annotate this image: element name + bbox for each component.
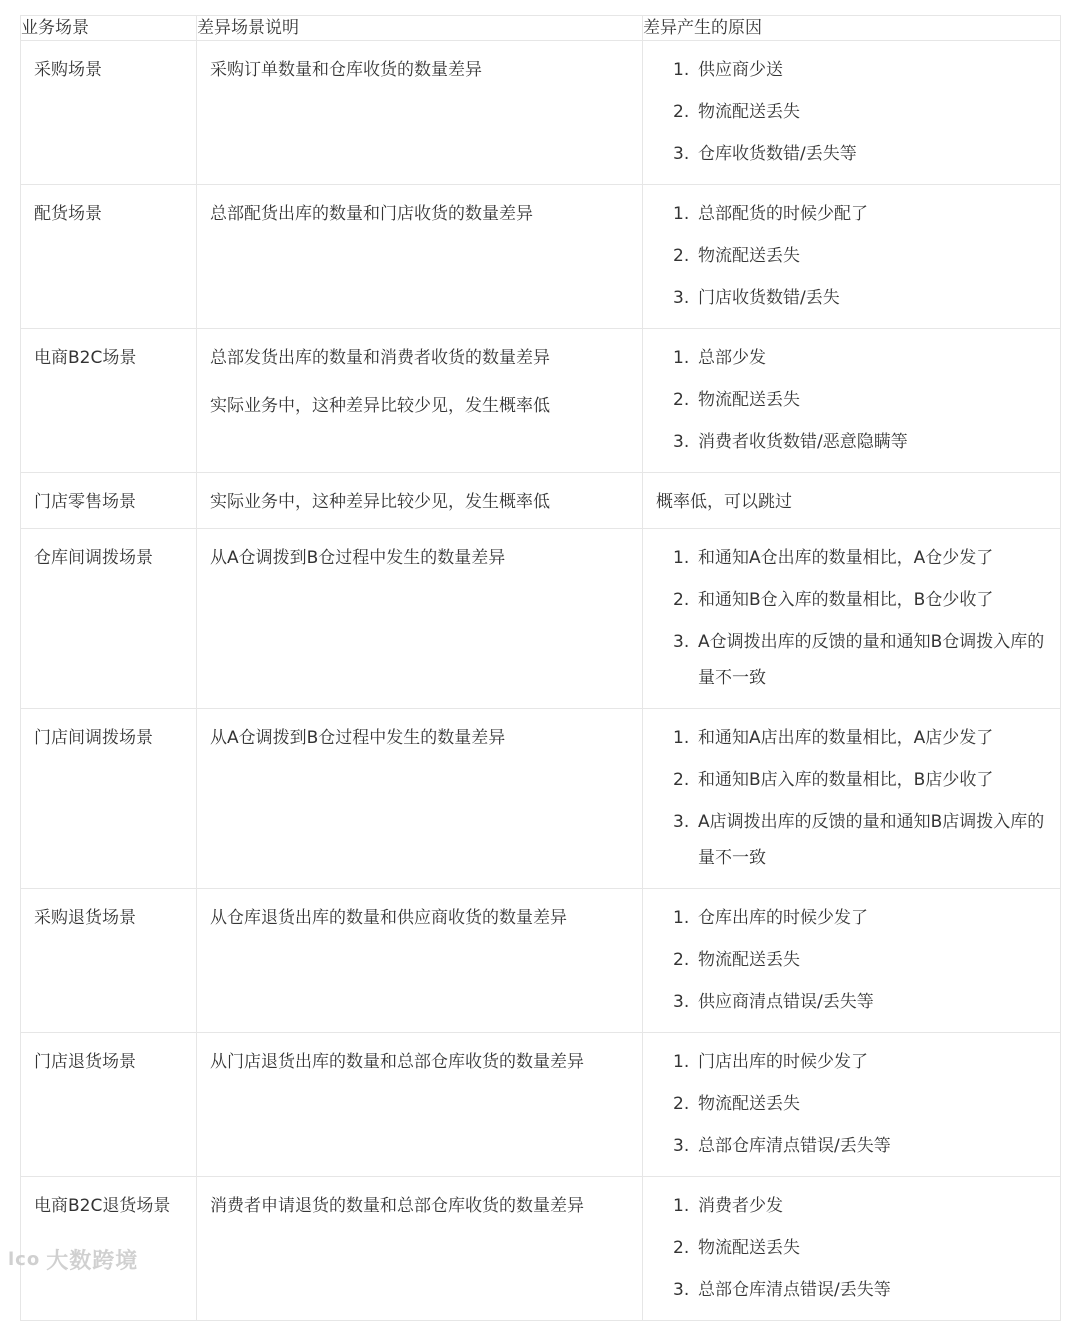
reason-text: 门店出库的时候少发了	[698, 1052, 868, 1072]
reason-text: 消费者少发	[698, 1196, 783, 1216]
list-item	[656, 424, 1048, 460]
cell-description	[197, 1033, 643, 1177]
scene-label: 门店退货场景	[34, 1052, 136, 1072]
reason-list	[656, 52, 1048, 172]
table-row	[21, 473, 1061, 529]
cell-reasons	[643, 185, 1061, 329]
description-text: 从A仓调拨到B仓过程中发生的数量差异	[210, 548, 506, 568]
list-item	[656, 340, 1048, 376]
list-number: 3.	[673, 1280, 690, 1300]
table-row	[21, 41, 1061, 185]
list-number: 1.	[673, 1196, 690, 1216]
cell-reasons	[643, 709, 1061, 889]
watermark-logo: lco	[8, 1249, 41, 1270]
table-header-row	[21, 16, 1061, 41]
table-row	[21, 889, 1061, 1033]
list-number: 2.	[673, 1238, 690, 1258]
reason-list	[656, 540, 1048, 696]
description-text: 消费者申请退货的数量和总部仓库收货的数量差异	[210, 1196, 584, 1216]
table-row	[21, 329, 1061, 473]
cell-description	[197, 185, 643, 329]
reason-text: 和通知B店入库的数量相比，B店少收了	[698, 770, 994, 790]
cell-scene	[21, 329, 197, 473]
description-text: 总部发货出库的数量和消费者收货的数量差异	[210, 348, 550, 368]
reason-list	[656, 196, 1048, 316]
list-item	[656, 624, 1048, 696]
reason-text: 物流配送丢失	[698, 102, 800, 122]
description-text: 采购订单数量和仓库收货的数量差异	[210, 60, 482, 80]
reason-list	[656, 900, 1048, 1020]
list-number: 2.	[673, 1094, 690, 1114]
list-number: 3.	[673, 812, 690, 832]
cell-scene	[21, 185, 197, 329]
reason-text: 仓库收货数错/丢失等	[698, 144, 857, 164]
cell-reasons	[643, 889, 1061, 1033]
list-item	[656, 1044, 1048, 1080]
list-item	[656, 762, 1048, 798]
list-item	[656, 582, 1048, 618]
list-number: 3.	[673, 432, 690, 452]
reason-text: 供应商清点错误/丢失等	[698, 992, 874, 1012]
table-row	[21, 529, 1061, 709]
cell-description	[197, 329, 643, 473]
cell-description	[197, 889, 643, 1033]
reason-text: 总部仓库清点错误/丢失等	[698, 1136, 891, 1156]
reason-text: 总部少发	[698, 348, 766, 368]
list-number: 1.	[673, 728, 690, 748]
reason-text: 和通知B仓入库的数量相比，B仓少收了	[698, 590, 994, 610]
table-row	[21, 185, 1061, 329]
list-item	[656, 94, 1048, 130]
list-number: 3.	[673, 144, 690, 164]
watermark	[8, 1244, 138, 1275]
list-item	[656, 1230, 1048, 1266]
cell-reasons	[643, 41, 1061, 185]
cell-reasons	[643, 1177, 1061, 1321]
reason-text: A店调拨出库的反馈的量和通知B店调拨入库的量不一致	[698, 812, 1045, 868]
reason-text: 供应商少送	[698, 60, 783, 80]
description-text: 总部配货出库的数量和门店收货的数量差异	[210, 204, 533, 224]
reason-text: A仓调拨出库的反馈的量和通知B仓调拨入库的量不一致	[698, 632, 1045, 688]
reason-text: 物流配送丢失	[698, 1094, 800, 1114]
reason-text: 和通知A店出库的数量相比，A店少发了	[698, 728, 994, 748]
list-item	[656, 136, 1048, 172]
list-number: 2.	[673, 246, 690, 266]
reason-text: 概率低，可以跳过	[656, 492, 792, 512]
scene-label: 门店间调拨场景	[34, 728, 153, 748]
list-item	[656, 238, 1048, 274]
list-item	[656, 804, 1048, 876]
list-number: 1.	[673, 60, 690, 80]
list-item	[656, 1272, 1048, 1308]
reason-text: 物流配送丢失	[698, 950, 800, 970]
header-description: 差异场景说明	[197, 16, 643, 41]
description-text: 实际业务中，这种差异比较少见，发生概率低	[210, 396, 550, 416]
reason-list	[656, 1044, 1048, 1164]
reason-text: 消费者收货数错/恶意隐瞒等	[698, 432, 908, 452]
cell-reasons	[643, 329, 1061, 473]
list-item	[656, 720, 1048, 756]
reason-text: 物流配送丢失	[698, 1238, 800, 1258]
description-text: 从仓库退货出库的数量和供应商收货的数量差异	[210, 908, 567, 928]
reason-text: 仓库出库的时候少发了	[698, 908, 868, 928]
list-number: 1.	[673, 1052, 690, 1072]
discrepancy-table	[20, 15, 1061, 1321]
list-item	[656, 1128, 1048, 1164]
list-item	[656, 1086, 1048, 1122]
scene-label: 采购场景	[34, 60, 102, 80]
list-item	[656, 900, 1048, 936]
cell-description	[197, 529, 643, 709]
cell-scene	[21, 1033, 197, 1177]
table-row	[21, 1177, 1061, 1321]
list-number: 3.	[673, 1136, 690, 1156]
list-number: 3.	[673, 992, 690, 1012]
header-reasons: 差异产生的原因	[643, 16, 1061, 41]
header-scene: 业务场景	[21, 16, 197, 41]
scene-label: 配货场景	[34, 204, 102, 224]
list-number: 1.	[673, 348, 690, 368]
cell-scene	[21, 529, 197, 709]
list-number: 2.	[673, 770, 690, 790]
cell-description	[197, 1177, 643, 1321]
reason-text: 物流配送丢失	[698, 246, 800, 266]
description-text: 实际业务中，这种差异比较少见，发生概率低	[210, 492, 550, 512]
cell-scene	[21, 889, 197, 1033]
cell-description	[197, 41, 643, 185]
list-item	[656, 382, 1048, 418]
cell-reasons	[643, 1033, 1061, 1177]
list-number: 1.	[673, 204, 690, 224]
scene-label: 仓库间调拨场景	[34, 548, 153, 568]
scene-label: 电商B2C退货场景	[34, 1196, 171, 1216]
watermark-text: 大数跨境	[46, 1249, 139, 1274]
list-number: 2.	[673, 102, 690, 122]
list-item	[656, 984, 1048, 1020]
reason-list	[656, 340, 1048, 460]
table-row	[21, 709, 1061, 889]
reason-list	[656, 1188, 1048, 1308]
reason-text: 门店收货数错/丢失	[698, 288, 840, 308]
list-number: 2.	[673, 390, 690, 410]
reason-text: 总部仓库清点错误/丢失等	[698, 1280, 891, 1300]
reason-text: 和通知A仓出库的数量相比，A仓少发了	[698, 548, 994, 568]
scene-label: 电商B2C场景	[34, 348, 137, 368]
scene-label: 门店零售场景	[34, 492, 136, 512]
cell-scene	[21, 709, 197, 889]
cell-description	[197, 709, 643, 889]
cell-reasons	[643, 529, 1061, 709]
cell-reasons	[643, 473, 1061, 529]
cell-scene	[21, 41, 197, 185]
reason-list	[656, 720, 1048, 876]
list-item	[656, 540, 1048, 576]
list-item	[656, 942, 1048, 978]
list-number: 1.	[673, 908, 690, 928]
list-item	[656, 52, 1048, 88]
table-row	[21, 1033, 1061, 1177]
list-number: 2.	[673, 950, 690, 970]
reason-text: 物流配送丢失	[698, 390, 800, 410]
list-number: 1.	[673, 548, 690, 568]
list-item	[656, 196, 1048, 232]
cell-description	[197, 473, 643, 529]
list-number: 3.	[673, 288, 690, 308]
list-number: 2.	[673, 590, 690, 610]
description-text: 从A仓调拨到B仓过程中发生的数量差异	[210, 728, 506, 748]
cell-scene	[21, 473, 197, 529]
description-text: 从门店退货出库的数量和总部仓库收货的数量差异	[210, 1052, 584, 1072]
reason-text: 总部配货的时候少配了	[698, 204, 868, 224]
list-item	[656, 1188, 1048, 1224]
list-item	[656, 280, 1048, 316]
scene-label: 采购退货场景	[34, 908, 136, 928]
list-number: 3.	[673, 632, 690, 652]
